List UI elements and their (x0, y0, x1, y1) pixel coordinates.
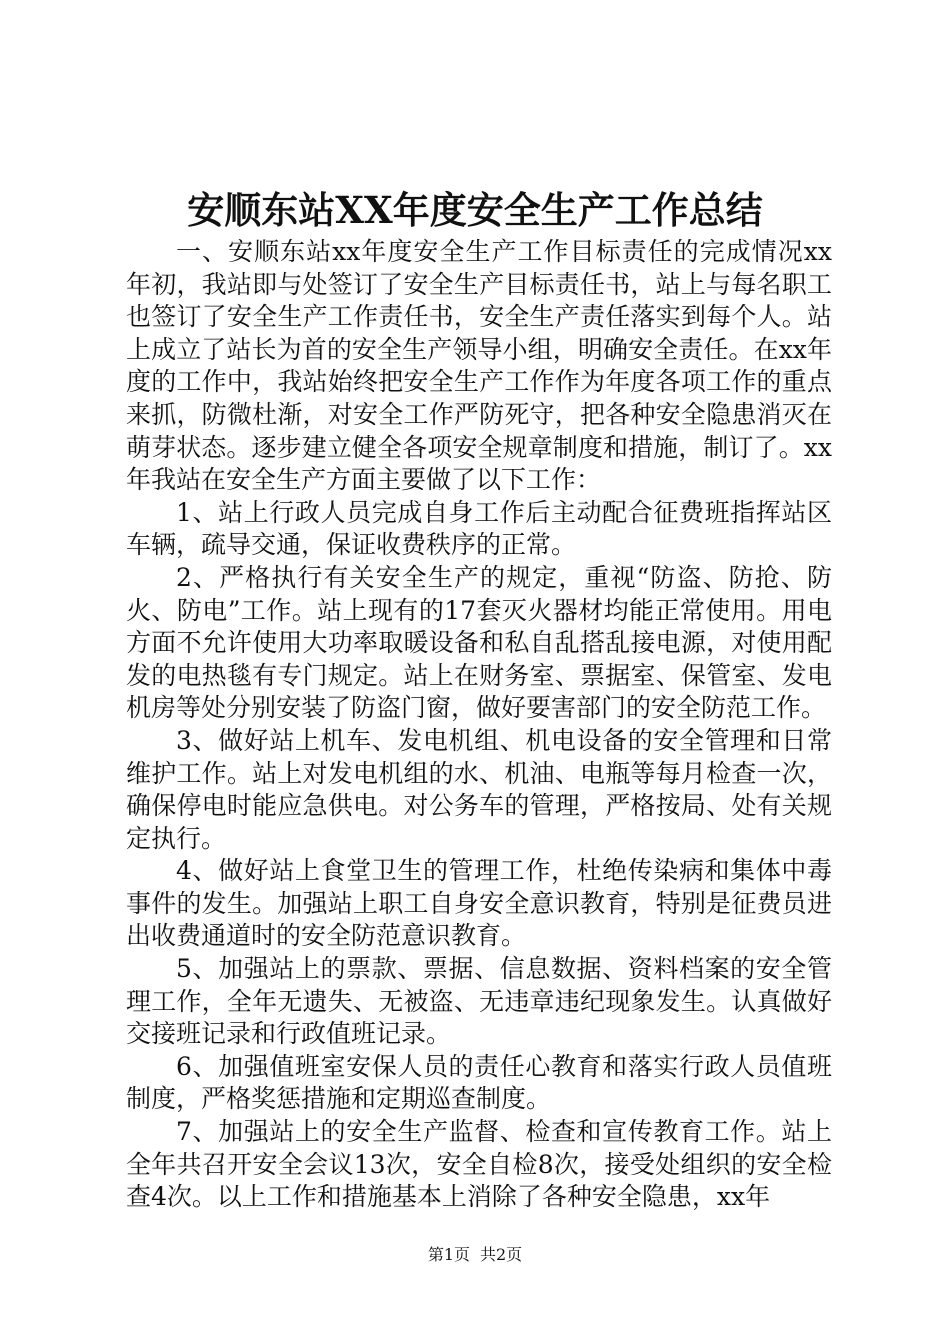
page-number-current: 第1页 (427, 1245, 470, 1264)
body-paragraph: 4、做好站上食堂卫生的管理工作，杜绝传染病和集体中毒事件的发生。加强站上职工自身安全意识教育，特别是征费员进出收费通道时的安全防范意识教育。 (126, 856, 832, 951)
body-paragraph: 3、做好站上机车、发电机组、机电设备的安全管理和日常维护工作。站上对发电机组的水、机油、电瓶等每月检查一次，确保停电时能应急供电。对公务车的管理，严格按局、处有关规定执行。 (126, 725, 832, 853)
body-paragraph: 5、加强站上的票款、票据、信息数据、资料档案的安全管理工作，全年无遗失、无被盗、无违章违纪现象发生。认真做好交接班记录和行政值班记录。 (126, 954, 832, 1049)
page-footer (0, 1244, 950, 1266)
document-body (126, 236, 832, 1214)
body-paragraph: 7、加强站上的安全生产监督、检查和宣传教育工作。站上全年共召开安全会议13次，安全自检8次，接受处组织的安全检查4次。以上工作和措施基本上消除了各种安全隐患，xx年 (126, 1117, 832, 1212)
body-paragraph: 一、安顺东站xx年度安全生产工作目标责任的完成情况xx年初，我站即与处签订了安全生产目标责任书，站上与每名职工也签订了安全生产工作责任书，安全生产责任落实到每个人。站上成立了站长为首的安全生产领导小组，明确安全责任。在xx年度的工作中，我站始终把安全生产工作作为年度各项工作的重点来抓，防微杜渐，对安全工作严防死守，把各种安全隐患消灭在萌芽状态。逐步建立健全各项安全规章制度和措施，制订了。xx年我站在安全生产方面主要做了以下工作： (126, 237, 832, 495)
body-paragraph: 6、加强值班室安保人员的责任心教育和落实行政人员值班制度，严格奖惩措施和定期巡查制度。 (126, 1051, 832, 1114)
body-paragraph: 2、严格执行有关安全生产的规定，重视“防盗、防抢、防火、防电”工作。站上现有的17套灭火器材均能正常使用。用电方面不允许使用大功率取暖设备和私自乱搭乱接电源，对使用配发的电热毯有专门规定。站上在财务室、票据室、保管室、发电机房等处分别安装了防盗门窗，做好要害部门的安全防范工作。 (126, 562, 832, 723)
body-paragraph: 1、站上行政人员完成自身工作后主动配合征费班指挥站区车辆，疏导交通，保证收费秩序的正常。 (126, 497, 832, 560)
document-title: 安顺东站XX年度安全生产工作总结 (187, 188, 763, 232)
page-number-total: 共2页 (480, 1245, 523, 1264)
